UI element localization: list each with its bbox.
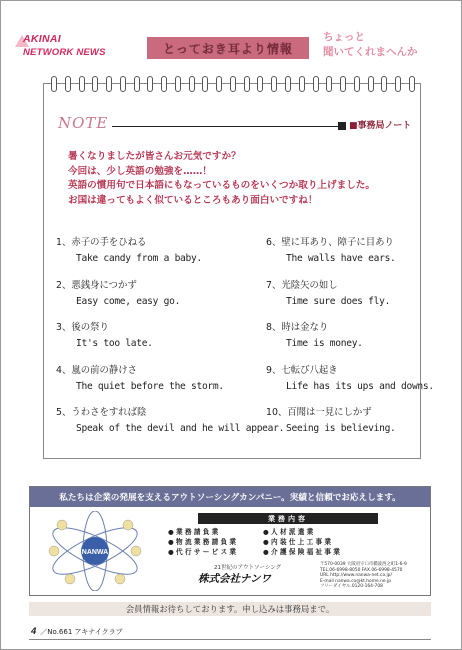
- spiral-ring: [354, 76, 360, 92]
- business-item: ● 内 装 仕 上 工 事 業: [263, 538, 331, 546]
- idiom-item: [266, 277, 446, 320]
- idiom-japanese: 2、悪銭身につかず: [56, 279, 137, 291]
- section-title-text: とっておき耳より情報: [163, 41, 293, 56]
- idiom-japanese: 8、時は金なり: [266, 322, 329, 333]
- idiom-item: [266, 362, 446, 405]
- spiral-ring: [299, 76, 305, 92]
- logo-line2: NETWORK NEWS: [23, 47, 106, 58]
- spiral-ring: [202, 76, 208, 92]
- notebook-panel: [43, 83, 434, 459]
- spiral-ring: [92, 76, 98, 92]
- spiral-ring: [409, 76, 415, 92]
- spiral-ring: [51, 76, 57, 92]
- spiral-ring: [175, 76, 181, 92]
- note-square-icon: [338, 122, 346, 130]
- company-name: 株式会社ナンワ: [198, 573, 271, 585]
- note-heading: NOTE: [58, 114, 109, 132]
- idiom-english: Speak of the devil and he will appear.: [76, 423, 285, 434]
- page-number: 4: [31, 626, 37, 637]
- contact-email[interactable]: E-mail nanwa.co@kt.home.ne.jp: [320, 578, 391, 584]
- ad-banner-text: 私たちは企業の発展を支えるアウトソーシングカンパニー。実績と信頼でお応えします。: [59, 493, 401, 503]
- business-item: ● 業 務 請 負 業: [168, 528, 219, 536]
- business-item: ● 人 材 派 遣 業: [263, 528, 314, 536]
- spiral-ring: [79, 76, 85, 92]
- office-note-label: ■事務局ノート: [349, 121, 412, 131]
- business-row: [168, 536, 428, 546]
- contact-line: 〒570-0039 大阪府守口市橋波西之町1-6-9: [320, 562, 407, 567]
- idiom-english: Time is money.: [286, 338, 363, 349]
- spiral-ring: [161, 76, 167, 92]
- business-heading-text: 業務内容: [268, 514, 308, 523]
- idiom-english: Take candy from a baby.: [76, 253, 202, 264]
- section-subtitle: [317, 29, 437, 63]
- footer-rule: [29, 639, 431, 640]
- spiral-ring: [340, 76, 346, 92]
- business-list: [168, 526, 428, 556]
- member-info-text: 会員情報お待ちしております。申し込みは事務局まで。: [125, 604, 335, 614]
- spiral-ring: [65, 76, 71, 92]
- idiom-list-right: [266, 234, 446, 447]
- spiral-ring: [244, 76, 250, 92]
- spiral-ring: [106, 76, 112, 92]
- idiom-english: The quiet before the storm.: [76, 380, 224, 392]
- idiom-japanese: 9、七転び八起き: [266, 364, 338, 376]
- company-tagline: 21世紀のアウトソーシング: [214, 565, 282, 571]
- intro-line: お国は違ってもよく似ているところもあり面白いですね！: [68, 194, 318, 206]
- idiom-item: [266, 404, 446, 447]
- note-rule: [112, 126, 342, 127]
- idiom-item: [56, 362, 236, 405]
- intro-line: 暑くなりましたが皆さんお元気ですか？: [68, 151, 241, 162]
- business-item: ● 介 護 保 険 福 祉 事 業: [263, 548, 340, 556]
- intro-line: 今回は、少し英語の勉強を……！: [68, 165, 212, 177]
- business-item: ● 物 流 業 務 請 負 業: [168, 538, 236, 546]
- business-row: [168, 526, 428, 536]
- svg-text:NANWA: NANWA: [81, 549, 109, 556]
- spiral-ring: [257, 76, 263, 92]
- spiral-ring: [230, 76, 236, 92]
- spiral-ring: [381, 76, 387, 92]
- idiom-japanese: 1、赤子の手をひねる: [56, 237, 147, 248]
- idiom-japanese: 10、百聞は一見にしかず: [266, 407, 372, 418]
- intro-text: [68, 150, 408, 208]
- idiom-item: [266, 234, 446, 277]
- spiral-ring: [285, 76, 291, 92]
- section-subtitle-line1: ちょっと: [323, 31, 365, 43]
- contact-line: フリーダイヤル.0120-164-708: [320, 584, 383, 590]
- company-contact: [320, 562, 430, 590]
- idiom-item: [56, 319, 236, 362]
- issue-label: ／No.661 アキナイクラブ: [40, 628, 123, 636]
- idiom-list-left: [56, 234, 285, 447]
- spiral-ring: [216, 76, 222, 92]
- idiom-item: [266, 319, 446, 362]
- idiom-japanese: 7、光陰矢の如し: [266, 279, 338, 291]
- business-heading: [198, 513, 378, 524]
- logo-line1: AKINAI: [23, 33, 61, 45]
- member-info-banner: [29, 602, 431, 616]
- spiral-binding: [44, 76, 422, 92]
- idiom-japanese: 4、嵐の前の静けさ: [56, 364, 137, 376]
- contact-url[interactable]: URL http://www.nanwa-net.co.jp/: [320, 573, 392, 579]
- idiom-english: The walls have ears.: [286, 253, 396, 264]
- idiom-japanese: 6、壁に耳あり、障子に目あり: [266, 237, 394, 248]
- spiral-ring: [271, 76, 277, 92]
- business-item: ● 代 行 サ ー ビ ス 業: [168, 548, 236, 556]
- spiral-ring: [120, 76, 126, 92]
- spiral-ring: [313, 76, 319, 92]
- spiral-ring: [134, 76, 140, 92]
- newsletter-logo: [15, 31, 145, 65]
- section-title: [147, 37, 309, 59]
- page-footer: [31, 626, 431, 637]
- spiral-ring: [189, 76, 195, 92]
- ad-banner: [30, 487, 430, 507]
- idiom-english: It's too late.: [76, 338, 153, 349]
- contact-line: TEL.06-6998-8050 FAX.06-6998-4570: [320, 567, 403, 573]
- idiom-japanese: 5、うわさをすれば陰: [56, 407, 147, 418]
- idiom-english: Easy come, easy go.: [76, 295, 181, 307]
- idiom-english: Life has its ups and downs.: [286, 380, 434, 392]
- spiral-ring: [395, 76, 401, 92]
- idiom-item: [56, 234, 236, 277]
- idiom-item: [56, 277, 236, 320]
- idiom-english: Time sure does fly.: [286, 295, 391, 307]
- idiom-english: Seeing is believing.: [286, 423, 396, 434]
- company-ad: [29, 486, 431, 596]
- nanwa-orbit-logo-icon: [40, 511, 150, 591]
- idiom-item: [56, 404, 285, 447]
- spiral-ring: [147, 76, 153, 92]
- intro-line: 英語の慣用句で日本語にもなっているものをいくつか取り上げました。: [68, 180, 375, 191]
- spiral-ring: [326, 76, 332, 92]
- idiom-japanese: 3、後の祭り: [56, 322, 109, 333]
- company-block: [198, 563, 298, 586]
- business-row: [168, 546, 428, 556]
- spiral-ring: [368, 76, 374, 92]
- section-subtitle-line2: 聞いてくれまへんか: [323, 46, 418, 58]
